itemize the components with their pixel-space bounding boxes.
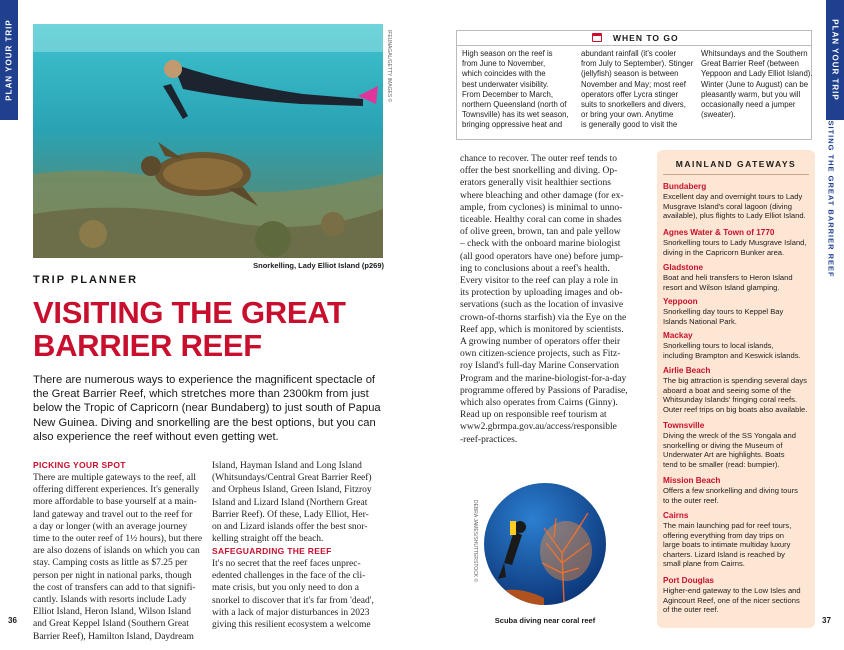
photo-scuba (484, 483, 606, 605)
text-line: Barrier Reef). Of these, Lady Elliot, Her- (212, 509, 369, 520)
text-line: and Great Keppel Island (Southern Great (33, 619, 189, 630)
gateway-airlie-beach (663, 366, 811, 414)
kicker: TRIP PLANNER (33, 274, 139, 286)
text-line: which coincides with the (462, 69, 546, 79)
gateway-agnes-water (663, 228, 811, 257)
text-line: There are multiple gateways to the reef, all (33, 473, 197, 483)
text-line: offer the best snorkelling and diving. Op- (460, 166, 618, 177)
gateway-text: Diving the wreck of the SS Yongala and (663, 431, 796, 440)
gateways-divider (663, 174, 809, 175)
gateway-gladstone (663, 263, 811, 292)
gateway-text: Outer reef trips on big boats also available. (663, 404, 808, 414)
text-line: www2.gbrmpa.gov.au/access/responsible (460, 422, 617, 433)
text-line: Reef app, which is monitored by scientists. (460, 324, 624, 335)
reef-continued-text (460, 153, 631, 446)
gateway-text: available), plus flights to Lady Elliot Island. (663, 211, 806, 221)
side-label-right: VISITING THE GREAT BARRIER REEF (826, 111, 836, 278)
text-line: Townsville) has its wet season, (462, 110, 569, 120)
side-tab-right (826, 0, 844, 120)
gateway-name: Port Douglas (663, 576, 714, 585)
text-line: It's no secret that the reef faces unprec- (212, 559, 361, 569)
text-line: Great Barrier Reef (between (701, 59, 799, 69)
page-title (33, 296, 346, 362)
gateway-text: Whitsunday Islands' fringing coral reefs. (663, 395, 797, 405)
text-line: suits to snorkellers and divers, (581, 100, 686, 110)
gateway-text: including Brampton and Keswick islands. (663, 350, 801, 360)
text-line: best underwater visibility. (462, 79, 549, 89)
text-line: ticeable. Healthy coral can come in shades (460, 215, 622, 226)
gateway-text: Higher-end gateway to the Low Isles and (663, 586, 801, 595)
text-line: servations (such as the location of invasive (460, 300, 624, 311)
text-line: pleasantly warm, but you will (701, 89, 801, 99)
text-line: person per night in national parks, though (33, 570, 192, 581)
gateway-text: diving in the Capricorn Bunker area. (663, 247, 785, 257)
text-line: Program and the marine-biologist-for-a-day (460, 373, 627, 384)
gateway-text: of the outer reef. (663, 605, 719, 615)
section-heading-picking: PICKING YOUR SPOT (33, 460, 126, 470)
text-line: land gateway and travel out to the reef for (33, 509, 193, 520)
text-line: abundant rainfall (it's cooler (581, 49, 677, 58)
gateway-text: Boat and heli transfers to Heron Island (663, 273, 793, 282)
text-line: Read up on responsible reef tourism at (460, 410, 607, 421)
gateway-text: snorkelling or diving the Museum of (663, 440, 783, 450)
gateway-text: large boats to intimate multiday luxury (663, 540, 791, 550)
text-line: Yeppoon and Lady Elliot Island). (701, 69, 813, 79)
snorkel-illustration (33, 24, 383, 258)
gateway-text: offering everything from day trips on (663, 530, 784, 540)
text-line: time to the outer reef of 1½ hours), but there (33, 534, 203, 545)
side-tab-left-text: PLAN YOUR TRIP (4, 19, 14, 101)
text-line: Winter (June to August) can be (701, 79, 809, 89)
gateway-mission-beach (663, 476, 811, 505)
gateway-bundaberg (663, 182, 811, 221)
gateway-text: Offers a few snorkelling and diving tours (663, 486, 798, 495)
photo-caption-bottom: Scuba diving near coral reef (494, 616, 596, 625)
side-label-left (0, 111, 2, 277)
gateway-mackay (663, 331, 811, 360)
text-line: giving this resilient ecosystem a welcome (212, 620, 371, 631)
gateway-cairns (663, 511, 811, 569)
section-picking-col2 (212, 460, 384, 545)
text-line: From December to March, (462, 89, 553, 99)
text-line: – check with the onboard marine biologist (460, 239, 621, 250)
text-line: edented challenges in the face of the cli- (212, 571, 366, 582)
gateway-name: Gladstone (663, 263, 704, 272)
gateway-text: resort and Wilson Island glamping. (663, 282, 780, 292)
text-line: mate crisis, but you only need to don a (212, 583, 359, 594)
title-line-1: VISITING THE GREAT (33, 295, 346, 330)
gateway-text: Snorkelling tours to Lady Musgrave Island, (663, 238, 807, 247)
text-line: northern Queensland (north of (462, 100, 567, 110)
text-line: (jellyfish) season is between (581, 69, 679, 79)
gateway-name: Mission Beach (663, 476, 721, 485)
text-line: (sweater). (701, 110, 736, 120)
when-col-3 (701, 49, 815, 120)
side-tab-right-text: PLAN YOUR TRIP (830, 19, 840, 101)
text-line: bringing oppressive heat and (462, 120, 563, 130)
text-line: erators generally visit healthier sections (460, 178, 611, 189)
gateway-text: aboard a boat and seeing some of the (663, 385, 791, 395)
text-line: with a lack of major disturbances in 2023 (212, 607, 370, 618)
gateway-text: Agincourt Reef, one of the nicer sections (663, 595, 800, 605)
text-line: Whitsundays and the Southern (701, 49, 808, 58)
scuba-illustration (484, 483, 606, 605)
when-to-go-heading: WHEN TO GO (613, 33, 679, 43)
gateway-name: Mackay (663, 331, 693, 340)
gateway-text: The main launching pad for reef tours, (663, 521, 792, 530)
side-tab-left (0, 0, 18, 120)
section-picking-col1 (33, 472, 205, 643)
section-safeguarding (212, 558, 384, 631)
section-heading-safeguarding: SAFEGUARDING THE REEF (212, 546, 332, 556)
text-line: Every visitor to the reef can play a role in (460, 276, 619, 287)
when-to-go-header (457, 31, 811, 46)
text-line: Elliot Island, Heron Island, Wilson Island (33, 607, 192, 618)
gateways-heading: MAINLAND GATEWAYS (675, 159, 797, 169)
gateway-text: The big attraction is spending several days (663, 376, 807, 385)
photo-snorkelling (33, 24, 383, 258)
text-line: the cost of transfers can add to that signifi- (33, 582, 196, 593)
text-line: Island, Hayman Island and Long Island (212, 461, 362, 471)
gateway-text: tend to be smaller (read: bumpier). (663, 459, 780, 469)
text-line: where bleaching and other damage (for ex- (460, 190, 624, 201)
text-line: ample, from cyclones) is minimal to unno- (460, 202, 623, 213)
text-line: kelling straight off the beach. (212, 534, 324, 545)
text-line: (Whitsundays/Central Great Barrier Reef) (212, 473, 372, 484)
text-line: cantly. Islands with resorts include Lady (33, 595, 187, 606)
photo-credit-top: IFEUNAGAL/GETTY IMAGES © (386, 30, 392, 103)
gateway-name: Townsville (663, 421, 705, 430)
text-line: (all good operators have one) before jump- (460, 251, 624, 262)
text-line: operators offer Lycra stinger (581, 89, 679, 99)
text-line: Island and Lizard Island (Northern Great (212, 497, 368, 508)
intro-paragraph: There are numerous ways to experience the magnificent spectacle of the Great Barrier Reef, which stretches more than 2300km from just below the Tropic of Capricorn (near Bundaberg) to just south of Papua New Guinea. Diving and snorkelling are the best options, but you can also experience the reef without even getting wet. (33, 374, 381, 443)
text-line: more affordable to base yourself at a main- (33, 497, 197, 508)
text-line: offering different experiences. It's generally (33, 485, 200, 496)
text-line: occasionally need a jumper (701, 100, 796, 110)
text-line: Barrier Reef), Hamilton Island, Daydream (33, 631, 194, 642)
text-line: chance to recover. The outer reef tends to (460, 154, 618, 164)
page-number-left: 36 (8, 616, 17, 625)
text-line: stay. Camping costs as little as $7.25 per (33, 558, 188, 569)
text-line: from July to September). Stinger (581, 59, 694, 69)
gateway-name: Airlie Beach (663, 366, 711, 375)
text-line: of olive green, brown, tan and pale yellow (460, 227, 621, 238)
gateway-yeppoon (663, 297, 811, 326)
gateway-name: Yeppoon (663, 297, 698, 306)
calendar-icon (592, 33, 602, 42)
gateway-text: Underwater Art are highlights. Boats (663, 450, 785, 460)
text-line: High season on the reef is (462, 49, 553, 58)
text-line: -reef-practices. (460, 434, 518, 445)
page-number-right: 37 (822, 616, 831, 625)
gateway-name: Cairns (663, 511, 689, 520)
text-line: which also operates from Cairns (Ginny). (460, 398, 618, 409)
text-line: A growing number of operators offer their (460, 337, 621, 348)
gateway-text: Excellent day and overnight tours to Lady (663, 192, 803, 201)
gateway-text: Snorkelling tours to local islands, (663, 341, 774, 350)
text-line: roy Island's full-day Marine Conservation (460, 361, 619, 372)
photo-caption-top: Snorkelling, Lady Elliot Island (p269) (253, 261, 384, 270)
text-line: a day or longer (with an average journey (33, 521, 188, 532)
gateway-text: charters. Lizard Island is reached by (663, 549, 785, 559)
gateway-name: Agnes Water & Town of 1770 (663, 228, 775, 237)
photo-credit-bottom: DEBRA JAMES/SHUTTERSTOCK © (472, 500, 478, 583)
text-line: November and May; most reef (581, 79, 686, 89)
when-col-2 (581, 49, 695, 131)
text-line: ing to conclusions about a reef's health. (460, 263, 610, 274)
title-line-2: BARRIER REEF (33, 328, 262, 363)
text-line: from June to November, (462, 59, 546, 69)
gateway-text: to the outer reef. (663, 495, 719, 505)
gateway-text: Snorkelling day tours to Keppel Bay (663, 307, 784, 316)
text-line: its protection by uploading images and ob- (460, 288, 623, 299)
when-to-go-box (456, 30, 812, 140)
gateway-text: Islands National Park. (663, 316, 737, 326)
gateway-text: small plane from Cairns. (663, 559, 745, 569)
mainland-gateways-box (657, 150, 815, 628)
text-line: programme offered by Passions of Paradise, (460, 385, 628, 396)
gateway-name: Bundaberg (663, 182, 707, 191)
text-line: own citizen-science projects, such as Fitz- (460, 349, 621, 360)
text-line: are also dozens of islands on which you can (33, 546, 200, 557)
text-line: is generally good to visit the (581, 120, 678, 130)
gateway-port-douglas (663, 576, 811, 615)
when-col-1 (462, 49, 576, 131)
text-line: and Orpheus Island, Green Island, Fitzroy (212, 485, 372, 496)
text-line: snorkel to discover that it's far from 'dead', (212, 595, 374, 606)
text-line: crown-of-thorns starfish) via the Eye on the (460, 312, 627, 323)
text-line: or bring your own. Anytime (581, 110, 674, 120)
gateway-text: Musgrave Island's coral lagoon (diving (663, 201, 792, 211)
text-line: on and Lizard islands offer the best snor- (212, 522, 368, 533)
gateway-townsville (663, 421, 811, 469)
